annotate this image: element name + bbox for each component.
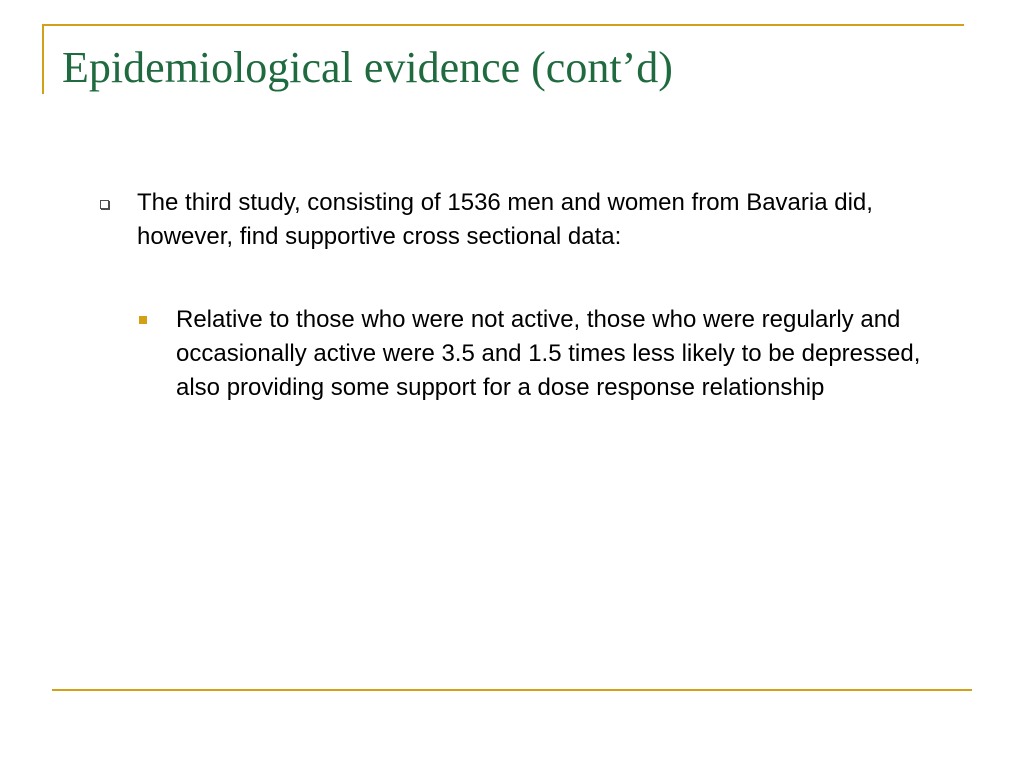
slide-title: Epidemiological evidence (cont’d) bbox=[62, 43, 673, 92]
left-accent-rule bbox=[42, 24, 44, 94]
hollow-square-bullet-icon bbox=[100, 200, 109, 209]
filled-square-bullet-icon bbox=[139, 316, 147, 324]
top-accent-rule bbox=[42, 24, 964, 26]
bullet-level-2-text: Relative to those who were not active, those who were regularly and occasionally active were 3.5 and 1.5 times less likely to be depressed, also providing some support for a dose response relationship bbox=[176, 306, 921, 401]
bottom-accent-rule bbox=[52, 689, 972, 691]
bullet-level-2 bbox=[139, 303, 969, 405]
bullet-level-1 bbox=[100, 186, 970, 254]
bullet-level-1-text: The third study, consisting of 1536 men and women from Bavaria did, however, find supportive cross sectional data: bbox=[137, 189, 873, 250]
